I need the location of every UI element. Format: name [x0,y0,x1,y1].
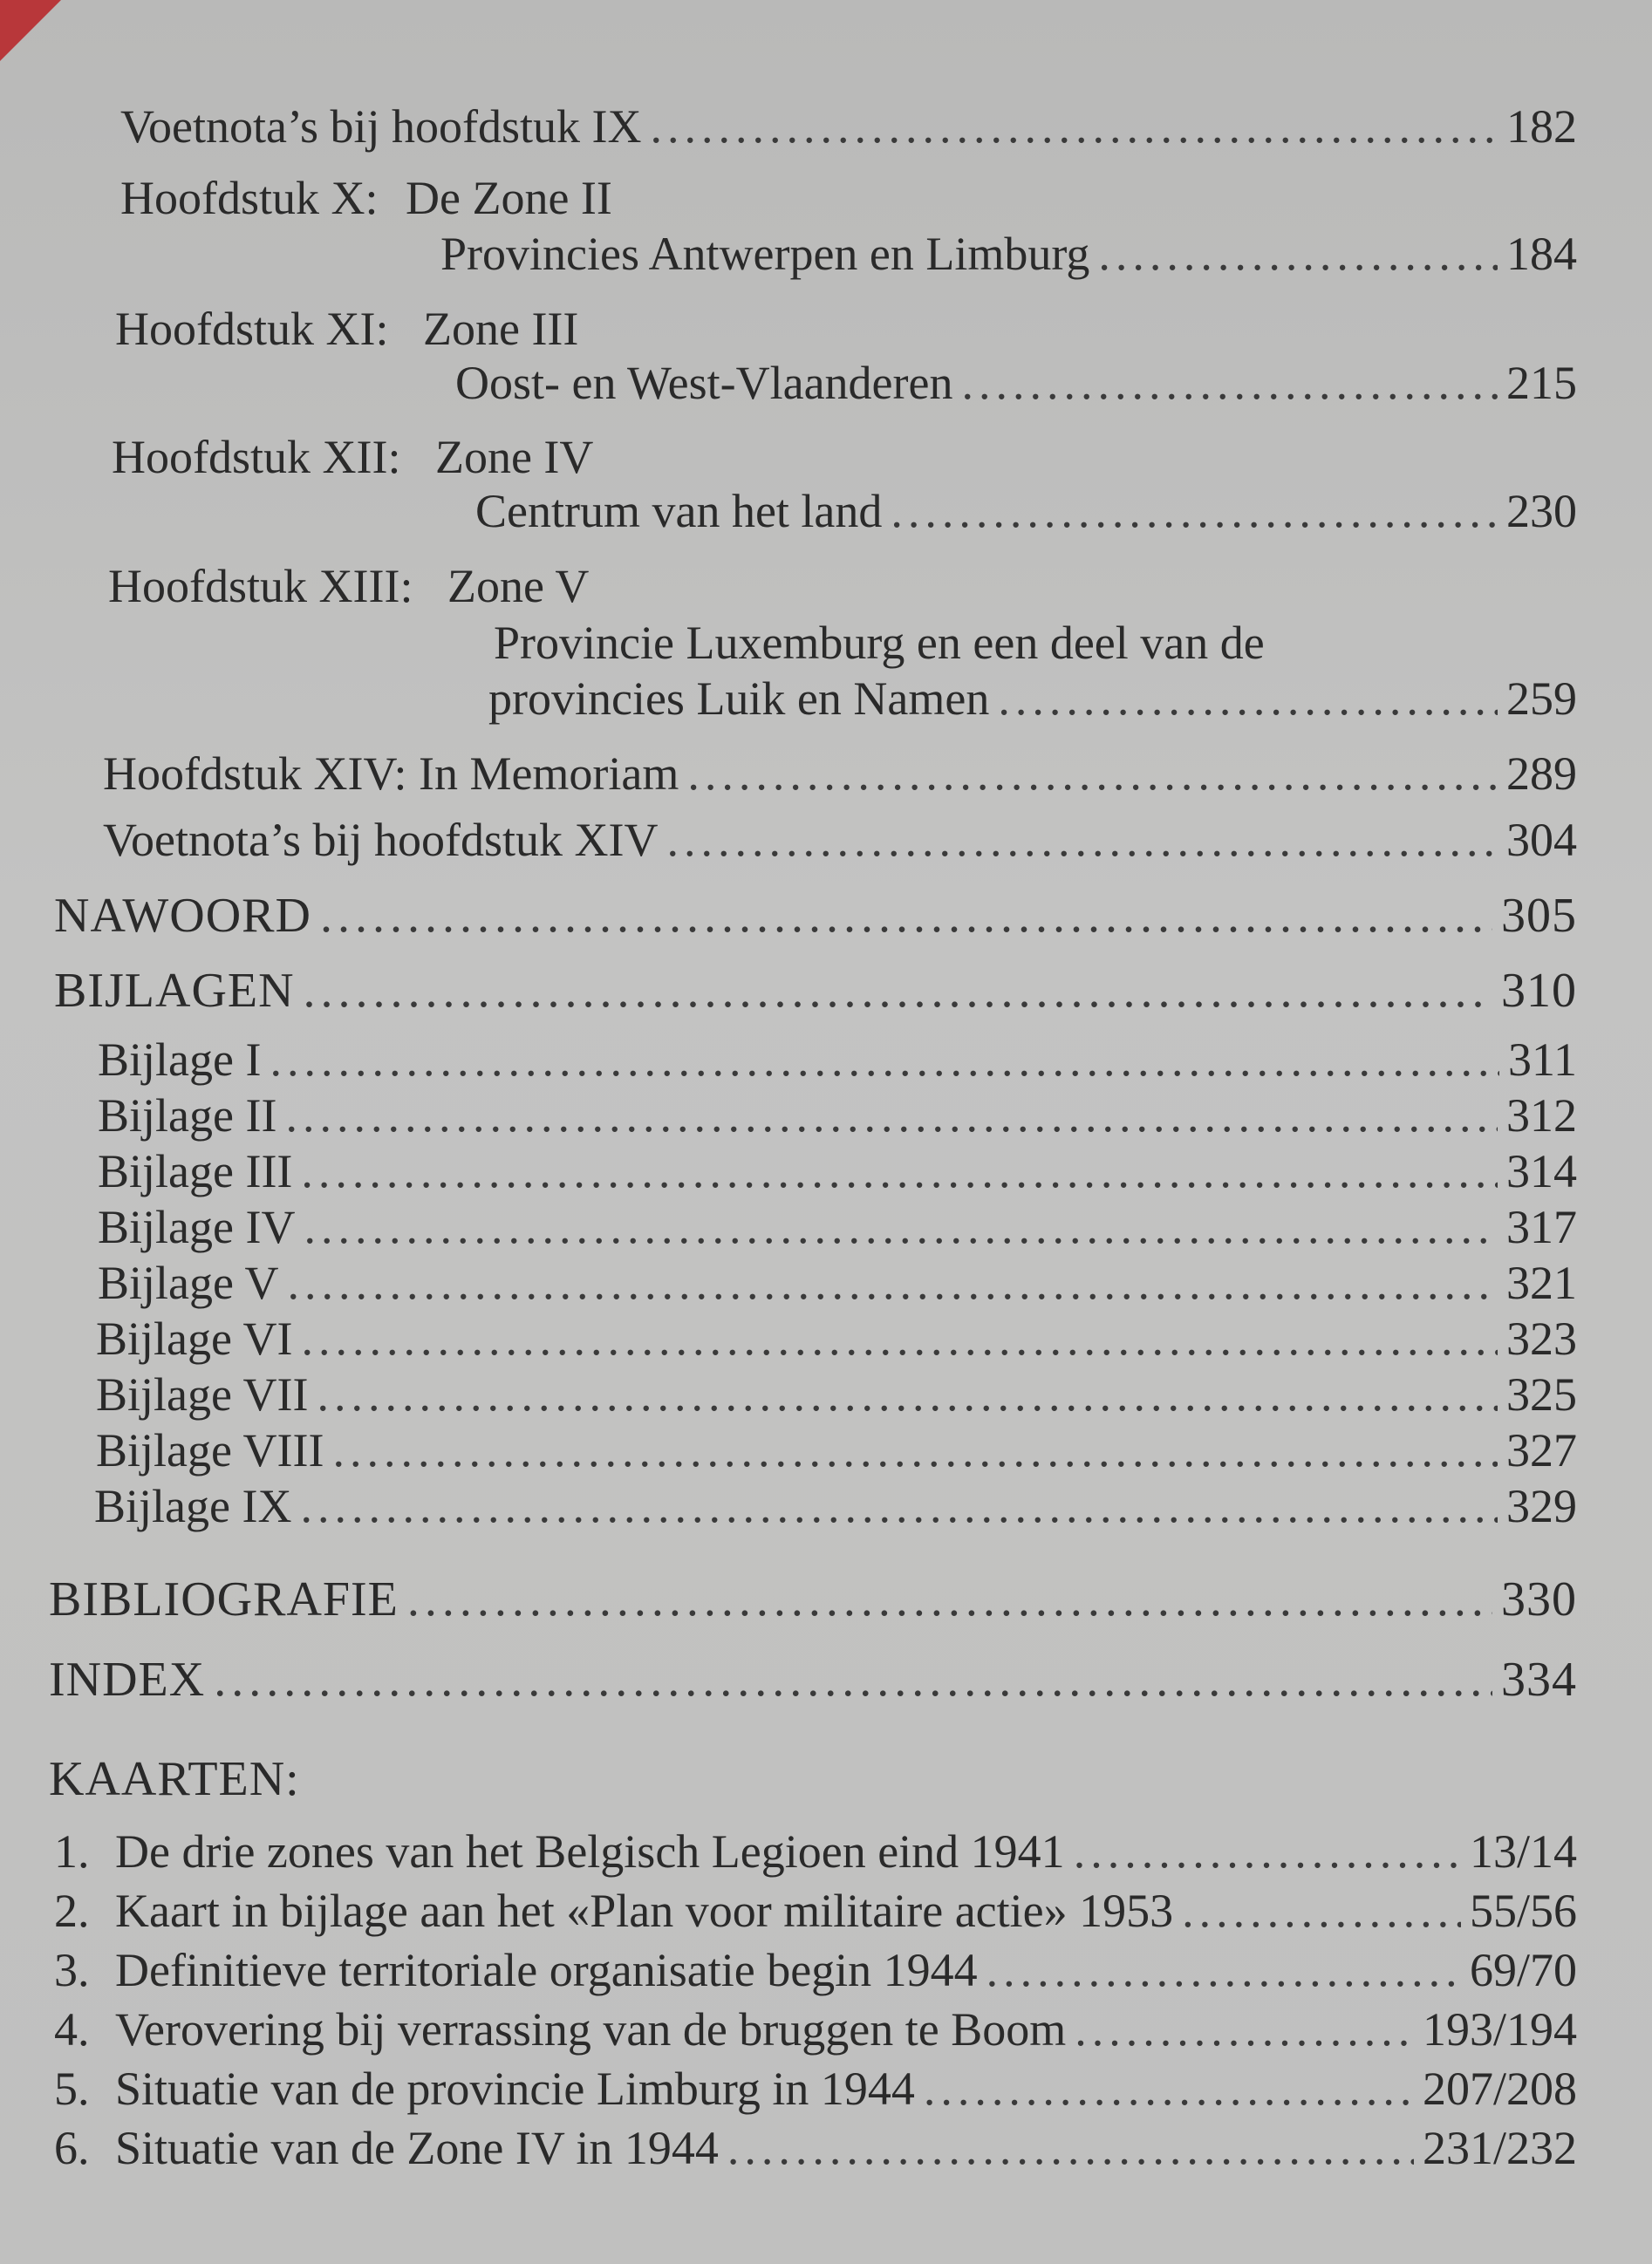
toc-entry-bijlage [94,1480,1577,1532]
toc-page-number: 325 [1506,1368,1577,1421]
toc-entry-label: Voetnota’s bij hoofdstuk IX [120,100,642,153]
leader-dots [727,2124,1414,2172]
kaart-label [54,2124,719,2172]
leader-dots [961,359,1498,406]
kaart-number: 2. [54,1885,90,1937]
kaart-title: Definitieve territoriale organisatie begin 1944 [115,1944,978,1996]
toc-page-number: 323 [1506,1313,1577,1365]
kaart-label [54,2063,915,2115]
toc-page-number: 184 [1506,228,1577,280]
kaart-title: Kaart in bijlage aan het «Plan voor militaire actie» 1953 [115,1885,1174,1937]
kaart-label [54,2003,1067,2056]
kaart-entry [54,2063,1577,2115]
chapter-prefix: Hoofdstuk XII: [112,431,401,483]
kaart-number: 6. [54,2122,90,2174]
leader-dots [270,1036,1499,1083]
toc-page-number: 314 [1506,1145,1577,1197]
toc-page-number: 311 [1508,1033,1577,1086]
toc-entry-chapter-xi [455,357,1577,409]
toc-page-number: 321 [1506,1257,1577,1309]
leader-dots [320,891,1492,940]
toc-entry-bijlage [98,1201,1577,1253]
leader-dots [1074,1828,1461,1875]
toc-entry-bijlage [98,1089,1577,1142]
toc-page-number: 334 [1501,1653,1577,1707]
kaart-page-number: 193/194 [1422,2003,1577,2056]
toc-entry-label: Bijlage VI [96,1313,293,1365]
chapter-title: Zone IV [434,431,594,483]
toc-section-label: INDEX [49,1653,206,1707]
toc-entry-label: Voetnota’s bij hoofdstuk XIV [103,814,659,866]
leader-dots [687,750,1498,797]
kaart-title: Situatie van de Zone IV in 1944 [115,2122,719,2174]
kaart-label [54,1944,978,1996]
toc-page-number: 182 [1506,100,1577,153]
toc-entry-bijlage [98,1257,1577,1309]
toc-page-number: 215 [1506,357,1577,409]
chapter-subtitle: Oost- en West-Vlaanderen [455,357,953,409]
chapter-title: Zone V [447,560,590,612]
toc-entry-bijlage [96,1313,1577,1365]
toc-entry-label: Bijlage V [98,1257,279,1309]
toc-page-number: 329 [1506,1480,1577,1532]
leader-dots [317,1371,1498,1418]
toc-entry-chapter-xii [475,485,1577,537]
kaart-title: Situatie van de provincie Limburg in 1944 [115,2063,915,2115]
toc-chapter-xii-heading [112,433,593,481]
toc-chapter-xi-heading [115,303,579,355]
toc-entry-voetnota-ix [120,100,1577,153]
toc-entry-label: Bijlage IV [98,1201,296,1253]
toc-chapter-xiii-heading [108,560,590,612]
leader-dots [301,1148,1498,1195]
kaart-label [54,1825,1065,1878]
kaart-label [54,1885,1174,1937]
kaart-number: 5. [54,2063,90,2115]
kaarten-heading: KAARTEN: [49,1752,300,1806]
chapter-prefix: Hoofdstuk XI: [115,303,389,355]
toc-page-number: 305 [1501,889,1577,943]
chapter-prefix: Hoofdstuk XIII: [108,560,413,612]
kaart-entry [54,1825,1577,1878]
toc-entry-bijlage [96,1368,1577,1421]
chapter-title: De Zone II [406,172,612,224]
toc-entry-index [49,1653,1577,1707]
chapter-prefix: Hoofdstuk X: [120,172,379,224]
kaart-page-number: 231/232 [1422,2122,1577,2174]
chapter-subtitle: Centrum van het land [475,485,883,537]
toc-entry-bibliografie [49,1572,1577,1626]
leader-dots [1098,230,1498,277]
leader-dots [924,2065,1414,2112]
toc-entry-bijlage [98,1145,1577,1197]
toc-chapter-x-heading [120,174,612,222]
chapter-title: Zone III [422,303,579,355]
kaart-number: 4. [54,2003,90,2056]
leader-dots [891,488,1498,535]
toc-entry-bijlage [98,1033,1577,1086]
kaart-entry [54,1885,1577,1937]
leader-dots [304,966,1492,1015]
toc-entry-chapter-xiii [488,672,1577,725]
toc-entry-label: Bijlage IX [94,1480,292,1532]
toc-page-number: 327 [1506,1424,1577,1476]
kaart-page-number: 13/14 [1469,1825,1577,1878]
chapter-subtitle: Provincies Antwerpen en Limburg [440,228,1090,280]
leader-dots [300,1483,1498,1530]
leader-dots [986,1947,1461,1994]
toc-entry-bijlage [96,1424,1577,1476]
toc-page-number: 310 [1501,964,1577,1018]
leader-dots [304,1204,1498,1251]
toc-entry-nawoord [54,889,1577,943]
toc-page-number: 330 [1501,1572,1577,1626]
toc-section-label: BIJLAGEN [54,964,295,1018]
kaart-entry [54,2003,1577,2056]
leader-dots [332,1427,1498,1474]
leader-dots [1075,2006,1414,2053]
leader-dots [407,1575,1492,1624]
toc-page-number: 230 [1506,485,1577,537]
toc-page-number: 304 [1506,814,1577,866]
kaart-entry [54,2124,1577,2172]
toc-entry-bijlagen [54,964,1577,1018]
toc-entry-chapter-x [440,228,1577,280]
toc-entry-label: Bijlage II [98,1089,277,1142]
toc-page-number: 259 [1506,672,1577,725]
toc-entry-chapter-xiv [103,747,1577,800]
toc-entry-voetnota-xiv [103,814,1577,866]
leader-dots [998,675,1498,722]
toc-section-label: NAWOORD [54,889,311,943]
toc-page-number: 289 [1506,747,1577,800]
toc-entry-label: Hoofdstuk XIV: In Memoriam [103,747,679,800]
kaart-entry [54,1944,1577,1996]
leader-dots [214,1655,1492,1704]
toc-page-number: 312 [1506,1089,1577,1142]
kaart-title: Verovering bij verrassing van de bruggen te Boom [115,2003,1067,2056]
kaart-page-number: 55/56 [1469,1885,1577,1937]
chapter-subtitle-line-1: Provincie Luxemburg en een deel van de [494,617,1265,669]
toc-entry-label: Bijlage III [98,1145,293,1197]
leader-dots [1182,1887,1461,1934]
kaart-page-number: 207/208 [1422,2063,1577,2115]
toc-entry-label: Bijlage I [98,1033,262,1086]
kaart-number: 1. [54,1825,90,1878]
toc-entry-label: Bijlage VIII [96,1424,324,1476]
toc-entry-label: Bijlage VII [96,1368,309,1421]
kaart-title: De drie zones van het Belgisch Legioen eind 1941 [115,1825,1065,1878]
kaart-number: 3. [54,1944,90,1996]
leader-dots [650,103,1498,150]
leader-dots [287,1259,1498,1306]
kaart-page-number: 69/70 [1469,1944,1577,1996]
leader-dots [285,1092,1498,1139]
leader-dots [666,816,1498,863]
chapter-subtitle-line-2: provincies Luik en Namen [488,672,990,725]
leader-dots [301,1315,1498,1362]
toc-section-label: BIBLIOGRAFIE [49,1572,399,1626]
toc-page-number: 317 [1506,1201,1577,1253]
